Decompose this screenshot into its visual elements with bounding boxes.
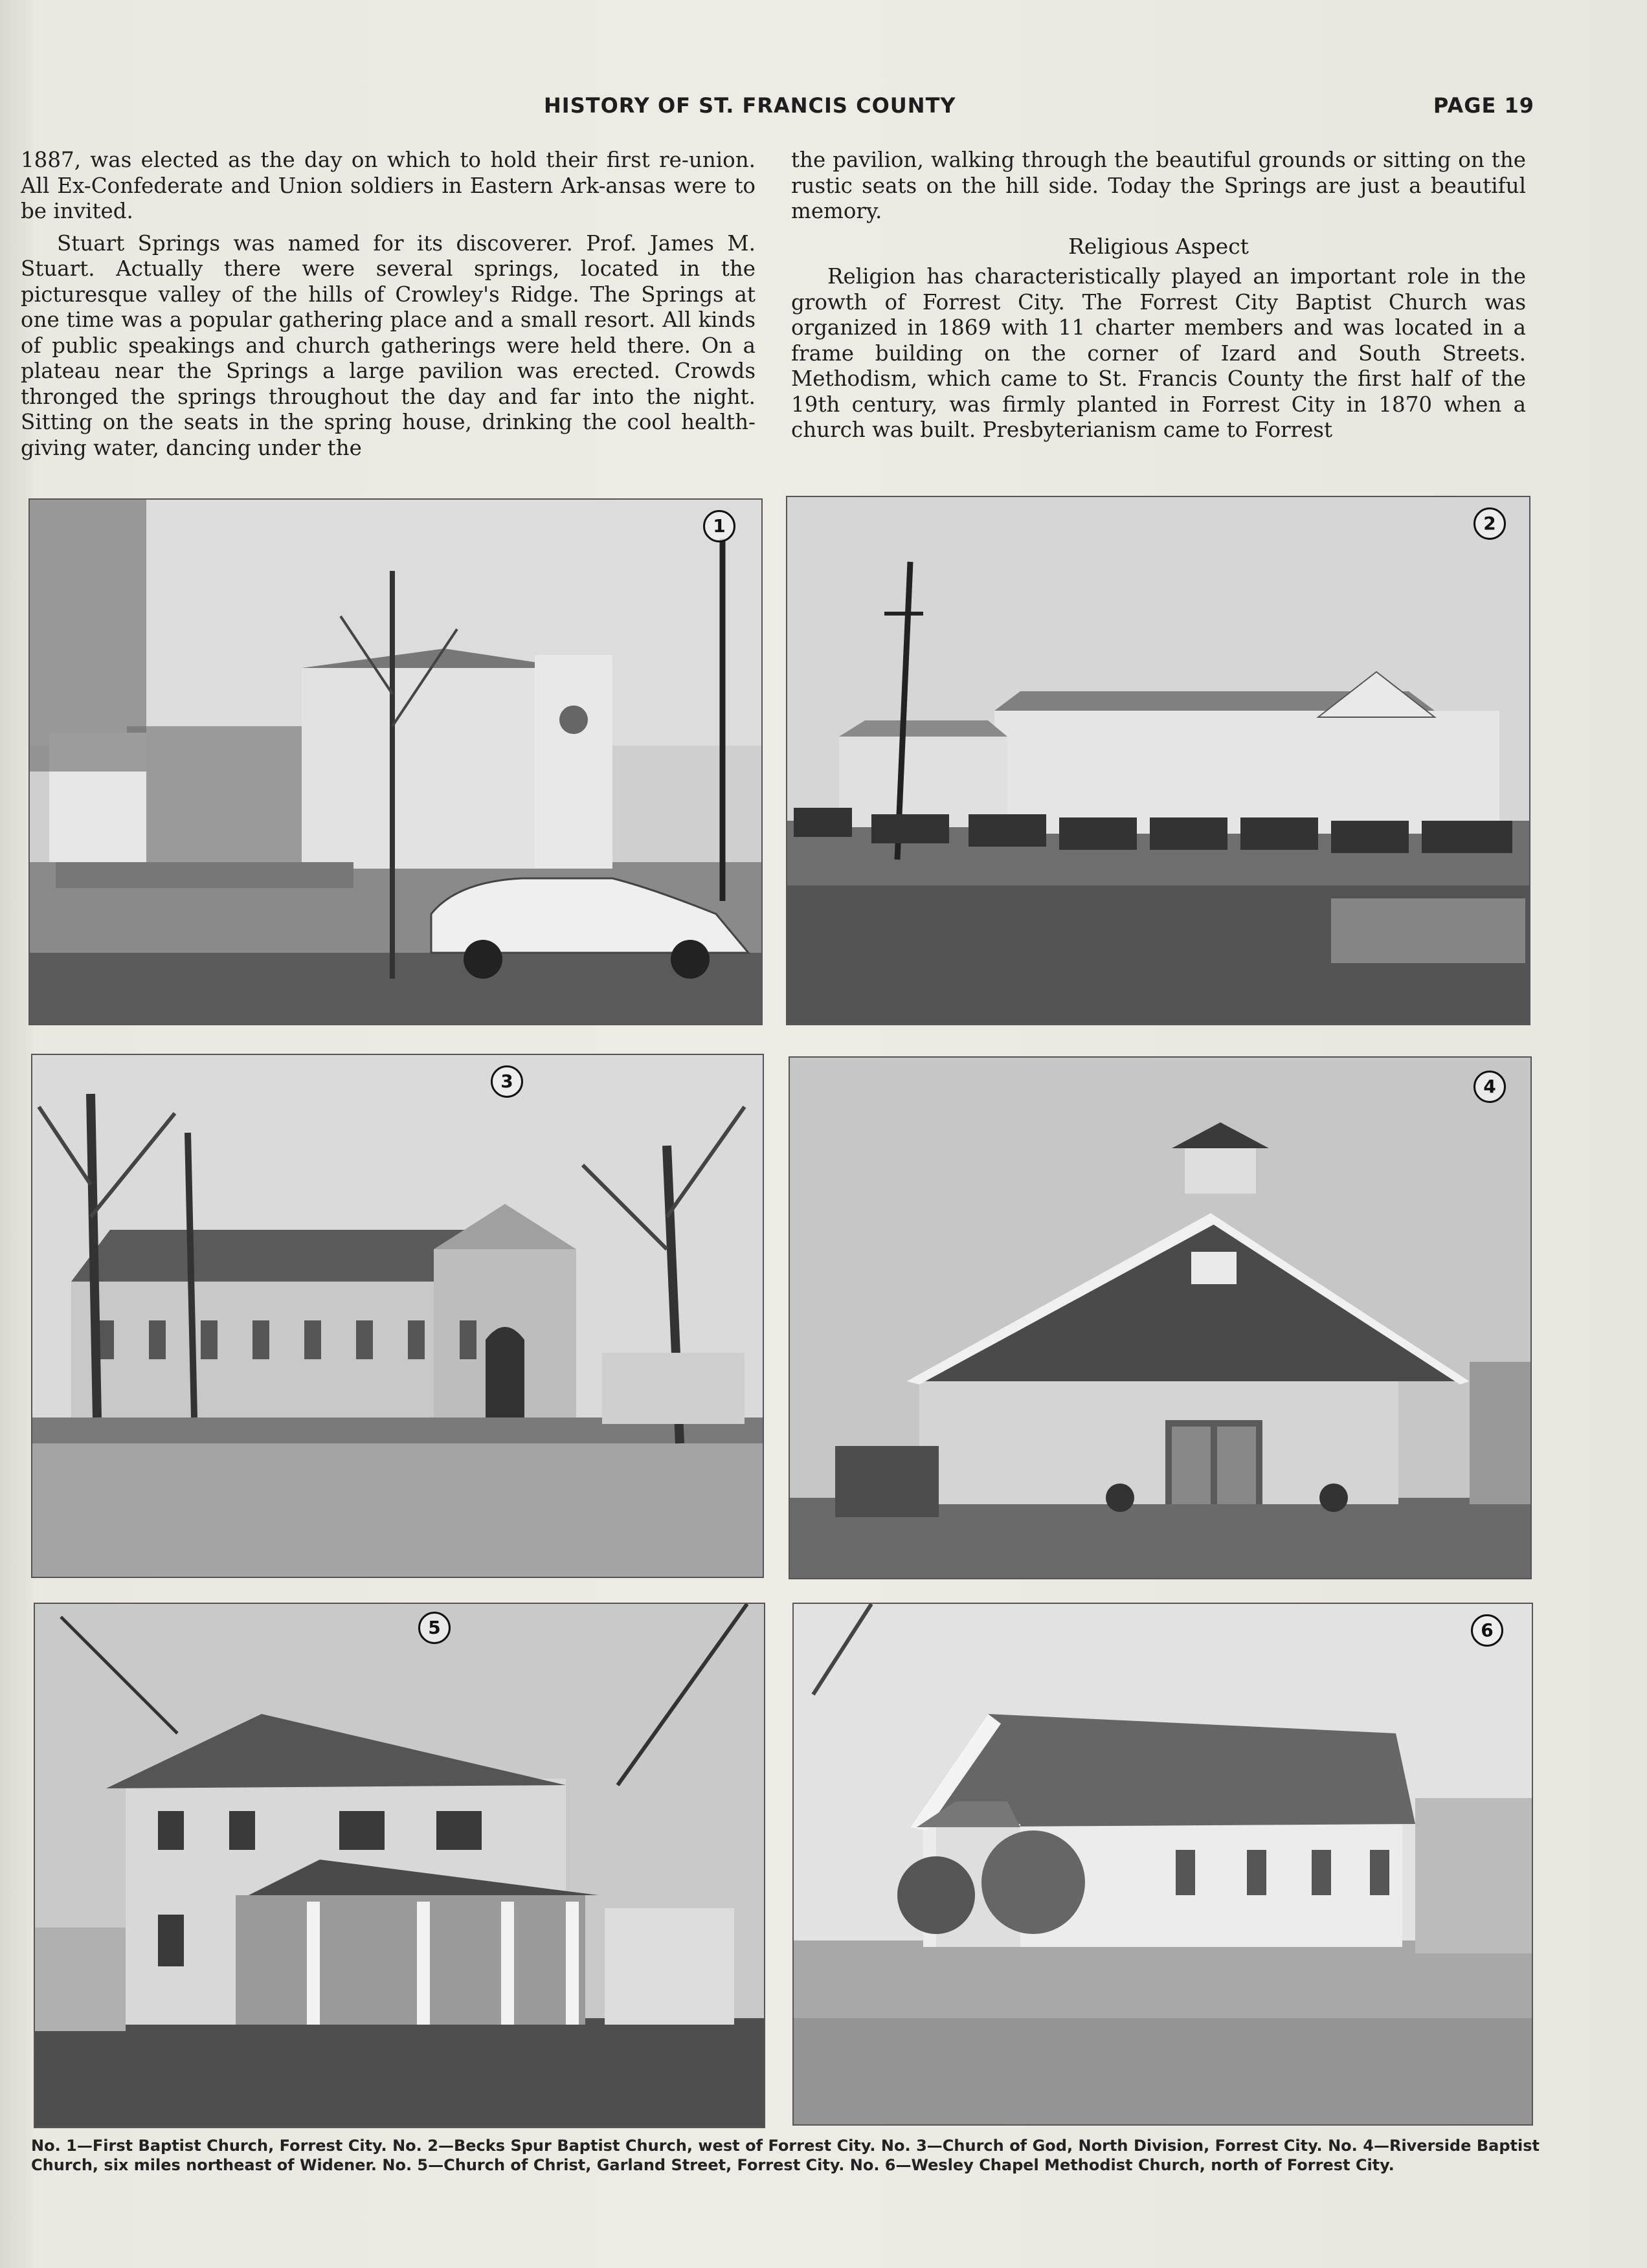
photo-riverside-baptist-church: [789, 1056, 1532, 1579]
photo-image: [794, 1604, 1532, 2124]
page-header: [26, 89, 1534, 128]
photo-image: [790, 1058, 1530, 1578]
photo-caption: No. 1—First Baptist Church, Forrest City. No. 2—Becks Spur Baptist Church, west of Forrest City. No. 3—Church of God, North Division, Forrest City. No. 4—Riverside Baptist Church, six miles northeast of Widener. No. 5—Church of Christ, Garland Street, Forrest City. No. 6—Wesley Chapel Methodist Church, north of Forrest City.: [31, 2137, 1540, 2174]
photo-image: [787, 497, 1529, 1024]
photo-image: [30, 500, 761, 1024]
photo-church-of-christ: [34, 1603, 765, 2128]
photo-image: [35, 1604, 764, 2127]
paragraph: Religion has characteristically played an important role in the growth of Forrest City. The Forrest City Baptist Church was organized in 1869 with 11 charter members and was located in a frame building on the corner of Izard and South Streets. Methodism, which came to St. Francis County the first half of the 19th century, was firmly planted in Forrest City in 1870 when a church was built. Presbyterianism came to Forrest: [791, 264, 1526, 442]
photo-number-badge: 5: [418, 1612, 451, 1644]
photo-number-badge: 3: [491, 1065, 523, 1098]
photo-number-badge: 6: [1471, 1614, 1503, 1647]
photo-number-badge: 2: [1473, 507, 1506, 540]
photo-church-of-god: [31, 1054, 764, 1578]
right-text-column: [791, 148, 1526, 465]
paragraph: Stuart Springs was named for its discoverer. Prof. James M. Stuart. Actually there were several springs, located in the picturesque valley of the hills of Crowley's Ridge. The Springs at one time was a popular gathering place and a small resort. All kinds of public speakings and church gatherings were held there. On a plateau near the Springs a large pavilion was erected. Crowds thronged the springs throughout the day and far into the night. Sitting on the seats in the spring house, drinking the cool health-giving water, dancing under the: [21, 230, 756, 460]
photo-number-badge: 4: [1473, 1071, 1506, 1103]
photo-number-badge: 1: [703, 510, 735, 542]
left-text-column: [21, 148, 756, 465]
paragraph: the pavilion, walking through the beautiful grounds or sitting on the rustic seats on the hill side. Today the Springs are just a beautiful memory.: [791, 148, 1526, 223]
paragraph: 1887, was elected as the day on which to hold their first re-union. All Ex-Confederate and Union soldiers in Eastern Ark-ansas were to be invited.: [21, 148, 756, 223]
photo-becks-spur-baptist-church: [786, 496, 1530, 1025]
section-heading: Religious Aspect: [1068, 233, 1249, 259]
page-number: PAGE 19: [1433, 93, 1534, 118]
page-title: HISTORY OF ST. FRANCIS COUNTY: [544, 93, 956, 118]
photo-wesley-chapel-methodist-church: [792, 1603, 1533, 2126]
photo-image: [32, 1055, 763, 1577]
photo-first-baptist-church: [28, 498, 763, 1025]
